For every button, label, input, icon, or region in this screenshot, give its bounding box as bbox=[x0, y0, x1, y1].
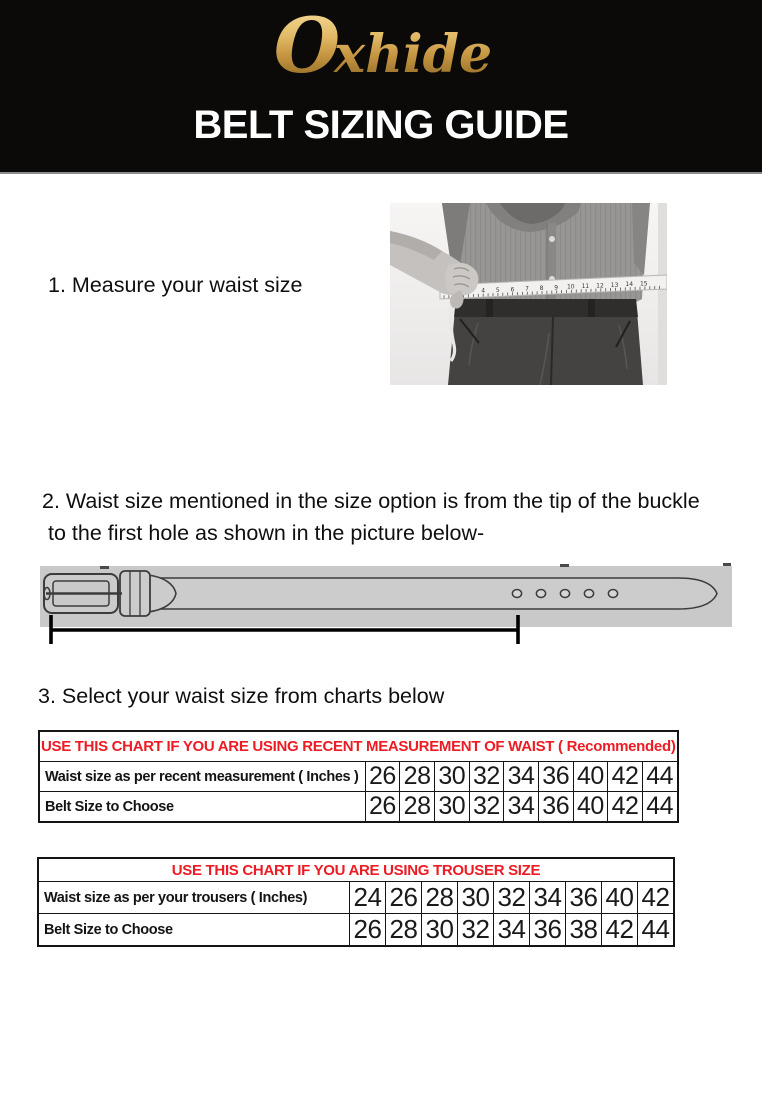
size-value-cell: 40 bbox=[573, 762, 608, 792]
svg-text:9: 9 bbox=[554, 284, 559, 292]
belt-keeper bbox=[120, 571, 150, 616]
size-value-cell: 42 bbox=[602, 914, 638, 947]
size-value-cell: 42 bbox=[638, 882, 675, 914]
svg-text:8: 8 bbox=[539, 285, 544, 293]
svg-text:12: 12 bbox=[596, 282, 604, 290]
size-value-cell: 42 bbox=[608, 792, 643, 823]
step1-text: 1. Measure your waist size bbox=[48, 273, 303, 297]
size-value-cell: 36 bbox=[538, 762, 573, 792]
step3-text: 3. Select your waist size from charts below bbox=[38, 684, 445, 708]
row-label: Waist size as per your trousers ( Inches) bbox=[38, 882, 350, 914]
row-label: Waist size as per recent measurement ( Inches ) bbox=[39, 762, 365, 792]
size-value-cell: 44 bbox=[638, 914, 675, 947]
step2-line2: to the first hole as shown in the picture below- bbox=[48, 521, 485, 545]
page-title: BELT SIZING GUIDE bbox=[193, 103, 569, 147]
size-value-cell: 44 bbox=[642, 762, 677, 792]
size-table-row bbox=[38, 914, 674, 947]
size-value-cell: 28 bbox=[422, 882, 458, 914]
size-value-cell: 32 bbox=[469, 762, 504, 792]
row-label: Belt Size to Choose bbox=[38, 914, 350, 947]
size-value-cell: 30 bbox=[422, 914, 458, 947]
svg-text:6: 6 bbox=[510, 286, 515, 294]
size-value-cell: 36 bbox=[566, 882, 602, 914]
waist-measurement-photo bbox=[390, 203, 667, 385]
svg-text:5: 5 bbox=[495, 286, 500, 294]
size-value-cell: 28 bbox=[386, 914, 422, 947]
svg-text:13: 13 bbox=[610, 281, 619, 289]
size-value-cell: 36 bbox=[538, 792, 573, 823]
recent-measurement-size-table bbox=[38, 730, 679, 823]
size-value-cell: 38 bbox=[566, 914, 602, 947]
trouser-size-table bbox=[37, 857, 675, 947]
row-label: Belt Size to Choose bbox=[39, 792, 365, 823]
svg-text:4: 4 bbox=[481, 287, 486, 295]
size-table-row bbox=[38, 882, 674, 914]
size-value-cell: 36 bbox=[530, 914, 566, 947]
size-value-cell: 28 bbox=[400, 762, 435, 792]
table-title: USE THIS CHART IF YOU ARE USING RECENT MEASUREMENT OF WAIST ( Recommended) bbox=[39, 731, 678, 762]
size-value-cell: 32 bbox=[458, 914, 494, 947]
size-value-cell: 34 bbox=[504, 792, 539, 823]
size-value-cell: 26 bbox=[365, 792, 400, 823]
belt-strap bbox=[156, 578, 717, 609]
table-title: USE THIS CHART IF YOU ARE USING TROUSER SIZE bbox=[38, 858, 674, 882]
size-value-cell: 30 bbox=[458, 882, 494, 914]
size-value-cell: 32 bbox=[494, 882, 530, 914]
header-banner bbox=[0, 0, 762, 174]
svg-text:15: 15 bbox=[639, 280, 648, 288]
size-value-cell: 26 bbox=[350, 914, 386, 947]
size-value-cell: 32 bbox=[469, 792, 504, 823]
svg-text:14: 14 bbox=[625, 281, 634, 289]
shirt-button bbox=[549, 236, 555, 242]
brand-logo bbox=[261, 4, 501, 98]
svg-text:10: 10 bbox=[566, 283, 575, 291]
size-value-cell: 24 bbox=[350, 882, 386, 914]
size-value-cell: 44 bbox=[642, 792, 677, 823]
size-table-row bbox=[39, 792, 678, 823]
size-value-cell: 34 bbox=[504, 762, 539, 792]
size-value-cell: 30 bbox=[434, 762, 469, 792]
size-value-cell: 26 bbox=[386, 882, 422, 914]
step2-text bbox=[42, 485, 700, 549]
size-value-cell: 40 bbox=[602, 882, 638, 914]
size-value-cell: 30 bbox=[434, 792, 469, 823]
svg-text:7: 7 bbox=[525, 285, 529, 293]
size-value-cell: 26 bbox=[365, 762, 400, 792]
brand-logo-text: Oxhide bbox=[273, 4, 493, 90]
belt-diagram bbox=[36, 556, 736, 652]
table-header-row bbox=[38, 858, 674, 882]
size-value-cell: 34 bbox=[530, 882, 566, 914]
size-value-cell: 40 bbox=[573, 792, 608, 823]
size-value-cell: 28 bbox=[400, 792, 435, 823]
step2-line1: 2. Waist size mentioned in the size option is from the tip of the buckle bbox=[42, 489, 700, 513]
size-table-row bbox=[39, 762, 678, 792]
svg-text:11: 11 bbox=[581, 283, 590, 291]
table-header-row bbox=[39, 731, 678, 762]
size-value-cell: 34 bbox=[494, 914, 530, 947]
size-value-cell: 42 bbox=[608, 762, 643, 792]
